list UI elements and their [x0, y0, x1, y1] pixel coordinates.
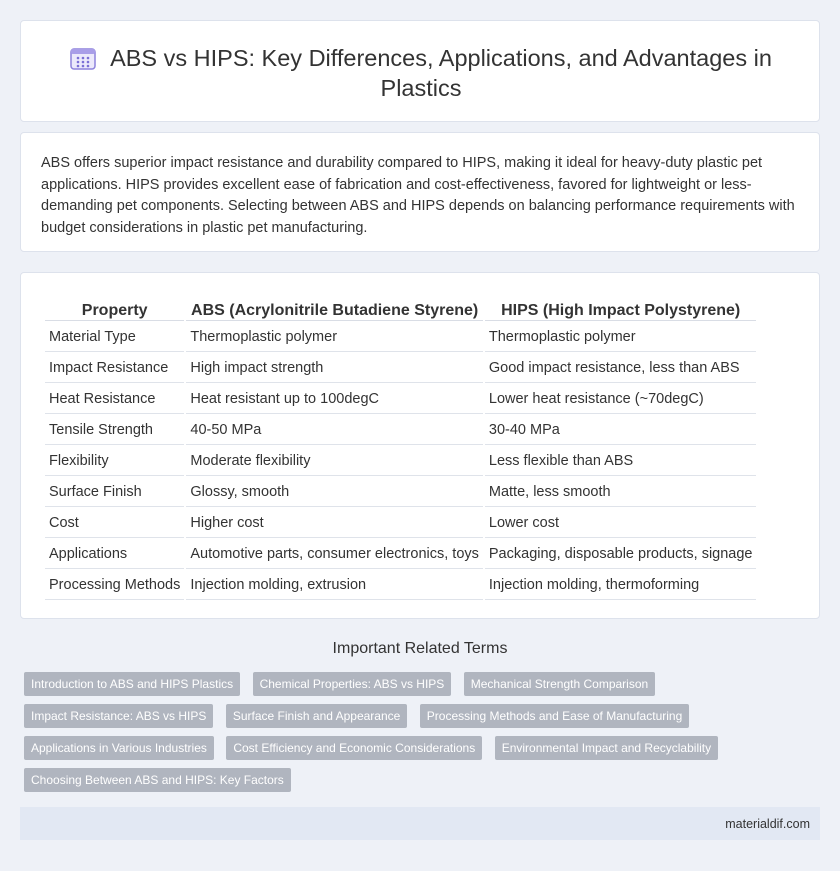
- intro-paragraph: ABS offers superior impact resistance and durability compared to HIPS, making it ideal for heavy-duty plastic pet applications. HIPS provides excellent ease of fabrication and cost-effectiveness, favored for lightweight or less-demanding pet components. Selecting between ABS and HIPS depends on balancing performance requirements with budget considerations in plastic pet manufacturing.: [41, 155, 795, 236]
- table-cell: Automotive parts, consumer electronics, toys: [186, 540, 483, 569]
- related-term-link[interactable]: Impact Resistance: ABS vs HIPS: [24, 704, 213, 728]
- tag-row: [20, 736, 820, 768]
- table-row: [45, 509, 756, 538]
- table-cell: Thermoplastic polymer: [485, 323, 757, 352]
- table-row: [45, 447, 756, 476]
- table-row: [45, 540, 756, 569]
- table-cell: Moderate flexibility: [186, 447, 483, 476]
- related-terms-title: Important Related Terms: [332, 640, 508, 657]
- table-cell: Less flexible than ABS: [485, 447, 757, 476]
- related-term-link[interactable]: Mechanical Strength Comparison: [464, 672, 655, 696]
- footer-site-link[interactable]: materialdif.com: [725, 817, 810, 831]
- table-cell: Applications: [45, 540, 184, 569]
- table-cell: Lower cost: [485, 509, 757, 538]
- table-cell: Material Type: [45, 323, 184, 352]
- table-cell: Tensile Strength: [45, 416, 184, 445]
- related-term-link[interactable]: Introduction to ABS and HIPS Plastics: [24, 672, 240, 696]
- table-cell: Matte, less smooth: [485, 478, 757, 507]
- tag-row: [20, 768, 820, 800]
- table-header-row: [45, 295, 756, 321]
- header-card: [20, 20, 820, 122]
- table-cell: 30-40 MPa: [485, 416, 757, 445]
- related-term-link[interactable]: Chemical Properties: ABS vs HIPS: [253, 672, 452, 696]
- table-row: [45, 478, 756, 507]
- table-cell: Thermoplastic polymer: [186, 323, 483, 352]
- table-cell: Higher cost: [186, 509, 483, 538]
- table-cell: Surface Finish: [45, 478, 184, 507]
- header-abs: ABS (Acrylonitrile Butadiene Styrene): [186, 295, 483, 321]
- table-row: [45, 354, 756, 383]
- table-cell: Good impact resistance, less than ABS: [485, 354, 757, 383]
- related-term-link[interactable]: Processing Methods and Ease of Manufacturing: [420, 704, 689, 728]
- header-hips: HIPS (High Impact Polystyrene): [485, 295, 757, 321]
- table-cell: Injection molding, thermoforming: [485, 571, 757, 600]
- intro-card: [20, 132, 820, 252]
- table-cell: Glossy, smooth: [186, 478, 483, 507]
- table-row: [45, 416, 756, 445]
- related-term-link[interactable]: Environmental Impact and Recyclability: [495, 736, 718, 760]
- table-cell: Cost: [45, 509, 184, 538]
- table-cell: High impact strength: [186, 354, 483, 383]
- table-cell: Heat resistant up to 100degC: [186, 385, 483, 414]
- table-row: [45, 385, 756, 414]
- comparison-table: [43, 293, 758, 602]
- table-cell: Flexibility: [45, 447, 184, 476]
- calendar-grid-icon: [70, 46, 96, 70]
- page-title: ABS vs HIPS: Key Differences, Applications, and Advantages in Plastics: [110, 45, 772, 101]
- table-cell: 40-50 MPa: [186, 416, 483, 445]
- table-cell: Heat Resistance: [45, 385, 184, 414]
- header-property: Property: [45, 295, 184, 321]
- related-term-link[interactable]: Cost Efficiency and Economic Considerations: [226, 736, 482, 760]
- related-term-link[interactable]: Choosing Between ABS and HIPS: Key Factors: [24, 768, 291, 792]
- footer: [20, 807, 820, 840]
- table-cell: Processing Methods: [45, 571, 184, 600]
- table-cell: Injection molding, extrusion: [186, 571, 483, 600]
- table-cell: Packaging, disposable products, signage: [485, 540, 757, 569]
- table-row: [45, 323, 756, 352]
- table-row: [45, 571, 756, 600]
- related-term-link[interactable]: Surface Finish and Appearance: [226, 704, 407, 728]
- comparison-card: [20, 272, 820, 619]
- table-cell: Lower heat resistance (~70degC): [485, 385, 757, 414]
- tag-row: [20, 704, 820, 736]
- related-terms-tags: [20, 672, 820, 800]
- related-term-link[interactable]: Applications in Various Industries: [24, 736, 214, 760]
- tag-row: [20, 672, 820, 704]
- page-title-wrap: [61, 43, 781, 103]
- table-cell: Impact Resistance: [45, 354, 184, 383]
